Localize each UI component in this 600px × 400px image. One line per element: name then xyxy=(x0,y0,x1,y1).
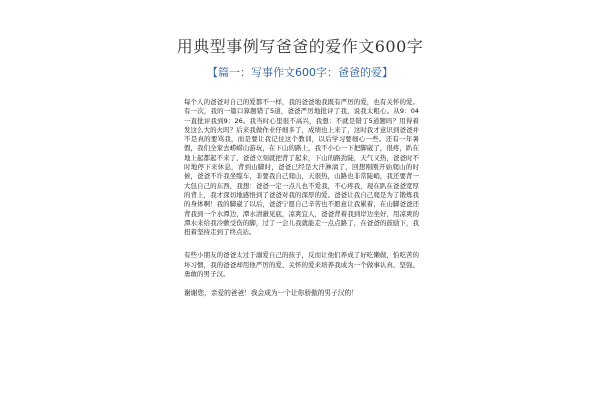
page-title: 用典型事例写爸爸的爱作文600字 xyxy=(176,37,424,56)
article-subtitle[interactable]: 【篇一：写事作文600字：爸爸的爱】 xyxy=(207,66,393,79)
paragraph: 每个人的爸爸对自己的爱都不一样，我的爸爸地我既有严厉的爱，也有关怀的爱。有一次，我的一篇口算题错了5道，爸爸严厉地批评了我，说我太粗心。从9：04一直批评我到9：26。我当时心里很不高兴，我想：不就是错了5道题吗？用得着发这么大的火吗？后来我做作业仔细多了，成绩也上来了，这时我才意识到爸爸并不是真的要骂我，而是要让我记住这个教训，以后学习要细心一些。还有一年暑假，我们全家去崂崂山游玩，在下山的路上，我不小心一下把脚崴了，很疼，趴在地上起都起不来了，爸爸立刻就把背了起来，下山的路劲陡，天气又热，爸爸时不时地停下来休息，背到山脚时，爸爸已经是大汗淋漓了，回想刚刚开始爬山的时候，爸爸不许我坐缆车，非要我自己爬山，天很热，山路也非常陡峭，我还要背一大包自己的东西，我想：爸爸一定一点儿也不爱我，不心疼我，现在趴在爸爸宽厚的背上，我才深切地感悟到了爸爸对我的深厚的爱。爸爸让我自己爬是为了锻炼我的身体啊！我的脚崴了以后，爸爸宁愿自己辛苦也不愿意让我累着，在山脚爸爸还背我到一个水潭边，潭水清澈见底，凉爽宜人，爸爸背着我到岸边坐好，用凉爽的潭水来给我冷敷受伤的脚，过了一会儿我就能走一点点路了，在爸爸的鼓励下，我扭着坚持走到了终点站。 xyxy=(184,98,419,237)
closing-line: 谢谢您，亲爱的爸爸！我会成为一个让你骄傲的男子汉的！ xyxy=(184,289,358,298)
article-body xyxy=(184,98,419,313)
paragraph: 有些小朋友的爸爸太过于溺爱自己的孩子，反而让他们养成了好吃懒做，怕吃苦的坏习惯，我的爸爸却用他严厉的爱、关怀的爱来培养我成为一个做事认真、坚强、勇敢的男子汉。 xyxy=(184,251,419,279)
